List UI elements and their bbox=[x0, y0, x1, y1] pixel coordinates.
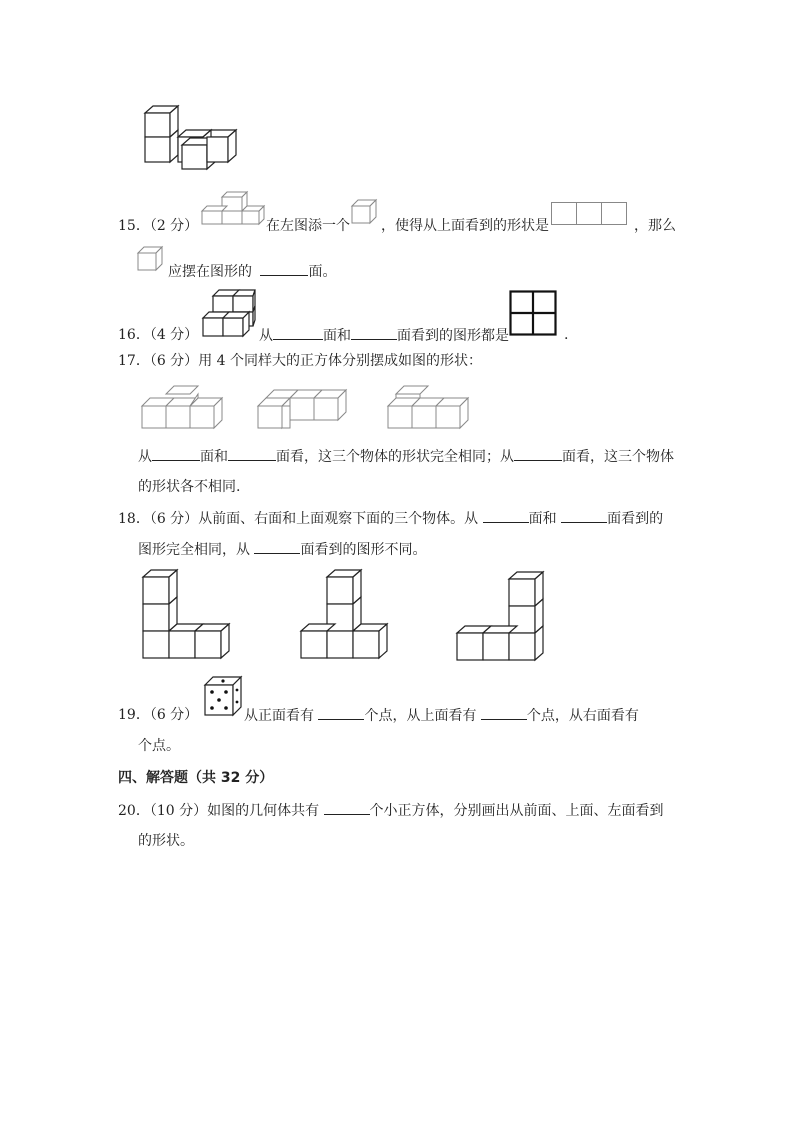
q15-top-view-squares bbox=[551, 202, 627, 226]
q15-answer-blank[interactable] bbox=[260, 261, 308, 276]
q17-blank-1[interactable] bbox=[152, 446, 200, 461]
q16-figure-cubes bbox=[203, 288, 255, 338]
q16-blank-2[interactable] bbox=[351, 325, 397, 340]
q15-single-cube bbox=[352, 200, 378, 224]
q19-blank-1[interactable] bbox=[318, 705, 364, 720]
q16-text-b: 面和 bbox=[323, 328, 351, 344]
q16-grid-2x2 bbox=[509, 290, 557, 336]
q17-line1-b: 面和 bbox=[200, 449, 228, 465]
q18-line2-b: 面看到的图形不同。 bbox=[300, 542, 427, 558]
q15-line2 bbox=[168, 261, 336, 282]
q20-number: 20． bbox=[118, 803, 150, 819]
q16-text bbox=[259, 325, 509, 346]
q15-line1 bbox=[118, 216, 198, 236]
q19-line1-b: 个点，从上面看有 bbox=[364, 708, 477, 724]
q17-line1-d: 面看，这三个物体 bbox=[562, 449, 674, 465]
q16-number: 16． bbox=[118, 327, 150, 343]
q19-prefix bbox=[118, 705, 198, 725]
q17-number: 17． bbox=[118, 353, 150, 369]
q17-line2: 的形状各不相同. bbox=[138, 479, 241, 495]
q16-blank-1[interactable] bbox=[273, 325, 323, 340]
q15-figure-cubes bbox=[202, 188, 264, 224]
q18-line2-a: 图形完全相同，从 bbox=[138, 542, 250, 558]
q17-stem: 用 4 个同样大的正方体分别摆成如图的形状： bbox=[198, 353, 482, 369]
q19-score: （6 分） bbox=[149, 707, 199, 723]
q19-number: 19． bbox=[118, 707, 150, 723]
q19-dice-icon bbox=[203, 675, 243, 717]
section-4-title: 四、解答题（共 32 分） bbox=[118, 770, 274, 786]
q16-text-a: 从 bbox=[259, 328, 273, 344]
q17-figure-2 bbox=[258, 386, 358, 430]
q18-score: （6 分） bbox=[149, 511, 199, 527]
q20-line1-a: 如图的几何体共有 bbox=[207, 803, 320, 819]
q15-text-e: 面。 bbox=[308, 264, 337, 280]
q20-score: （10 分） bbox=[149, 803, 208, 819]
q16-prefix bbox=[118, 325, 198, 345]
q18-figure-3 bbox=[454, 570, 548, 662]
q16-score: （4 分） bbox=[149, 327, 199, 343]
q17-line1-a: 从 bbox=[138, 449, 152, 465]
q15-score: （2 分） bbox=[149, 218, 199, 234]
q18-figure-1 bbox=[140, 568, 234, 660]
q20-line1-b: 个小正方体，分别画出从前面、上面、左面看到 bbox=[369, 803, 664, 819]
q17-figure-3 bbox=[388, 386, 468, 430]
q15-single-cube-2 bbox=[138, 247, 164, 271]
q16-text-d: . bbox=[564, 327, 569, 343]
q17-line1 bbox=[138, 446, 674, 467]
q15-number: 15． bbox=[118, 218, 150, 234]
cube-stack-figure-top bbox=[140, 103, 235, 168]
q15-text-a: 在左图添一个 bbox=[266, 218, 350, 234]
q17-line1-c: 面看，这三个物体的形状完全相同；从 bbox=[276, 449, 514, 465]
q18-blank-3[interactable] bbox=[254, 539, 300, 554]
q15-text-b: ，使得从上面看到的形状是 bbox=[381, 218, 549, 234]
q19-blank-2[interactable] bbox=[481, 705, 527, 720]
q17-blank-3[interactable] bbox=[514, 446, 562, 461]
q17-stem-line bbox=[118, 351, 482, 371]
q20-blank-1[interactable] bbox=[324, 800, 370, 815]
q16-text-c: 面看到的图形都是 bbox=[397, 328, 509, 344]
q18-line1-b: 面和 bbox=[528, 511, 557, 527]
q19-line1-c: 个点，从右面看有 bbox=[526, 708, 639, 724]
q18-line1-c: 面看到的 bbox=[607, 511, 664, 527]
q19-line1 bbox=[244, 705, 639, 726]
q18-blank-2[interactable] bbox=[561, 508, 607, 523]
q18-line1-a: 从前面、右面和上面观察下面的三个物体。从 bbox=[198, 511, 479, 527]
q17-blank-2[interactable] bbox=[228, 446, 276, 461]
q18-figure-2 bbox=[298, 568, 392, 660]
q17-figure-1 bbox=[142, 386, 228, 430]
q18-line2 bbox=[138, 539, 426, 560]
q20-line2: 的形状。 bbox=[138, 833, 194, 849]
q17-score: （6 分） bbox=[149, 353, 199, 369]
q15-text-c: ，那么 bbox=[634, 218, 676, 234]
q18-blank-1[interactable] bbox=[483, 508, 529, 523]
q18-line1 bbox=[118, 508, 663, 529]
q19-line2: 个点。 bbox=[138, 738, 180, 754]
q18-number: 18． bbox=[118, 511, 150, 527]
q20-line1 bbox=[118, 800, 664, 821]
q19-line1-a: 从正面看有 bbox=[244, 708, 314, 724]
q15-text-d: 应摆在图形的 bbox=[168, 264, 252, 280]
